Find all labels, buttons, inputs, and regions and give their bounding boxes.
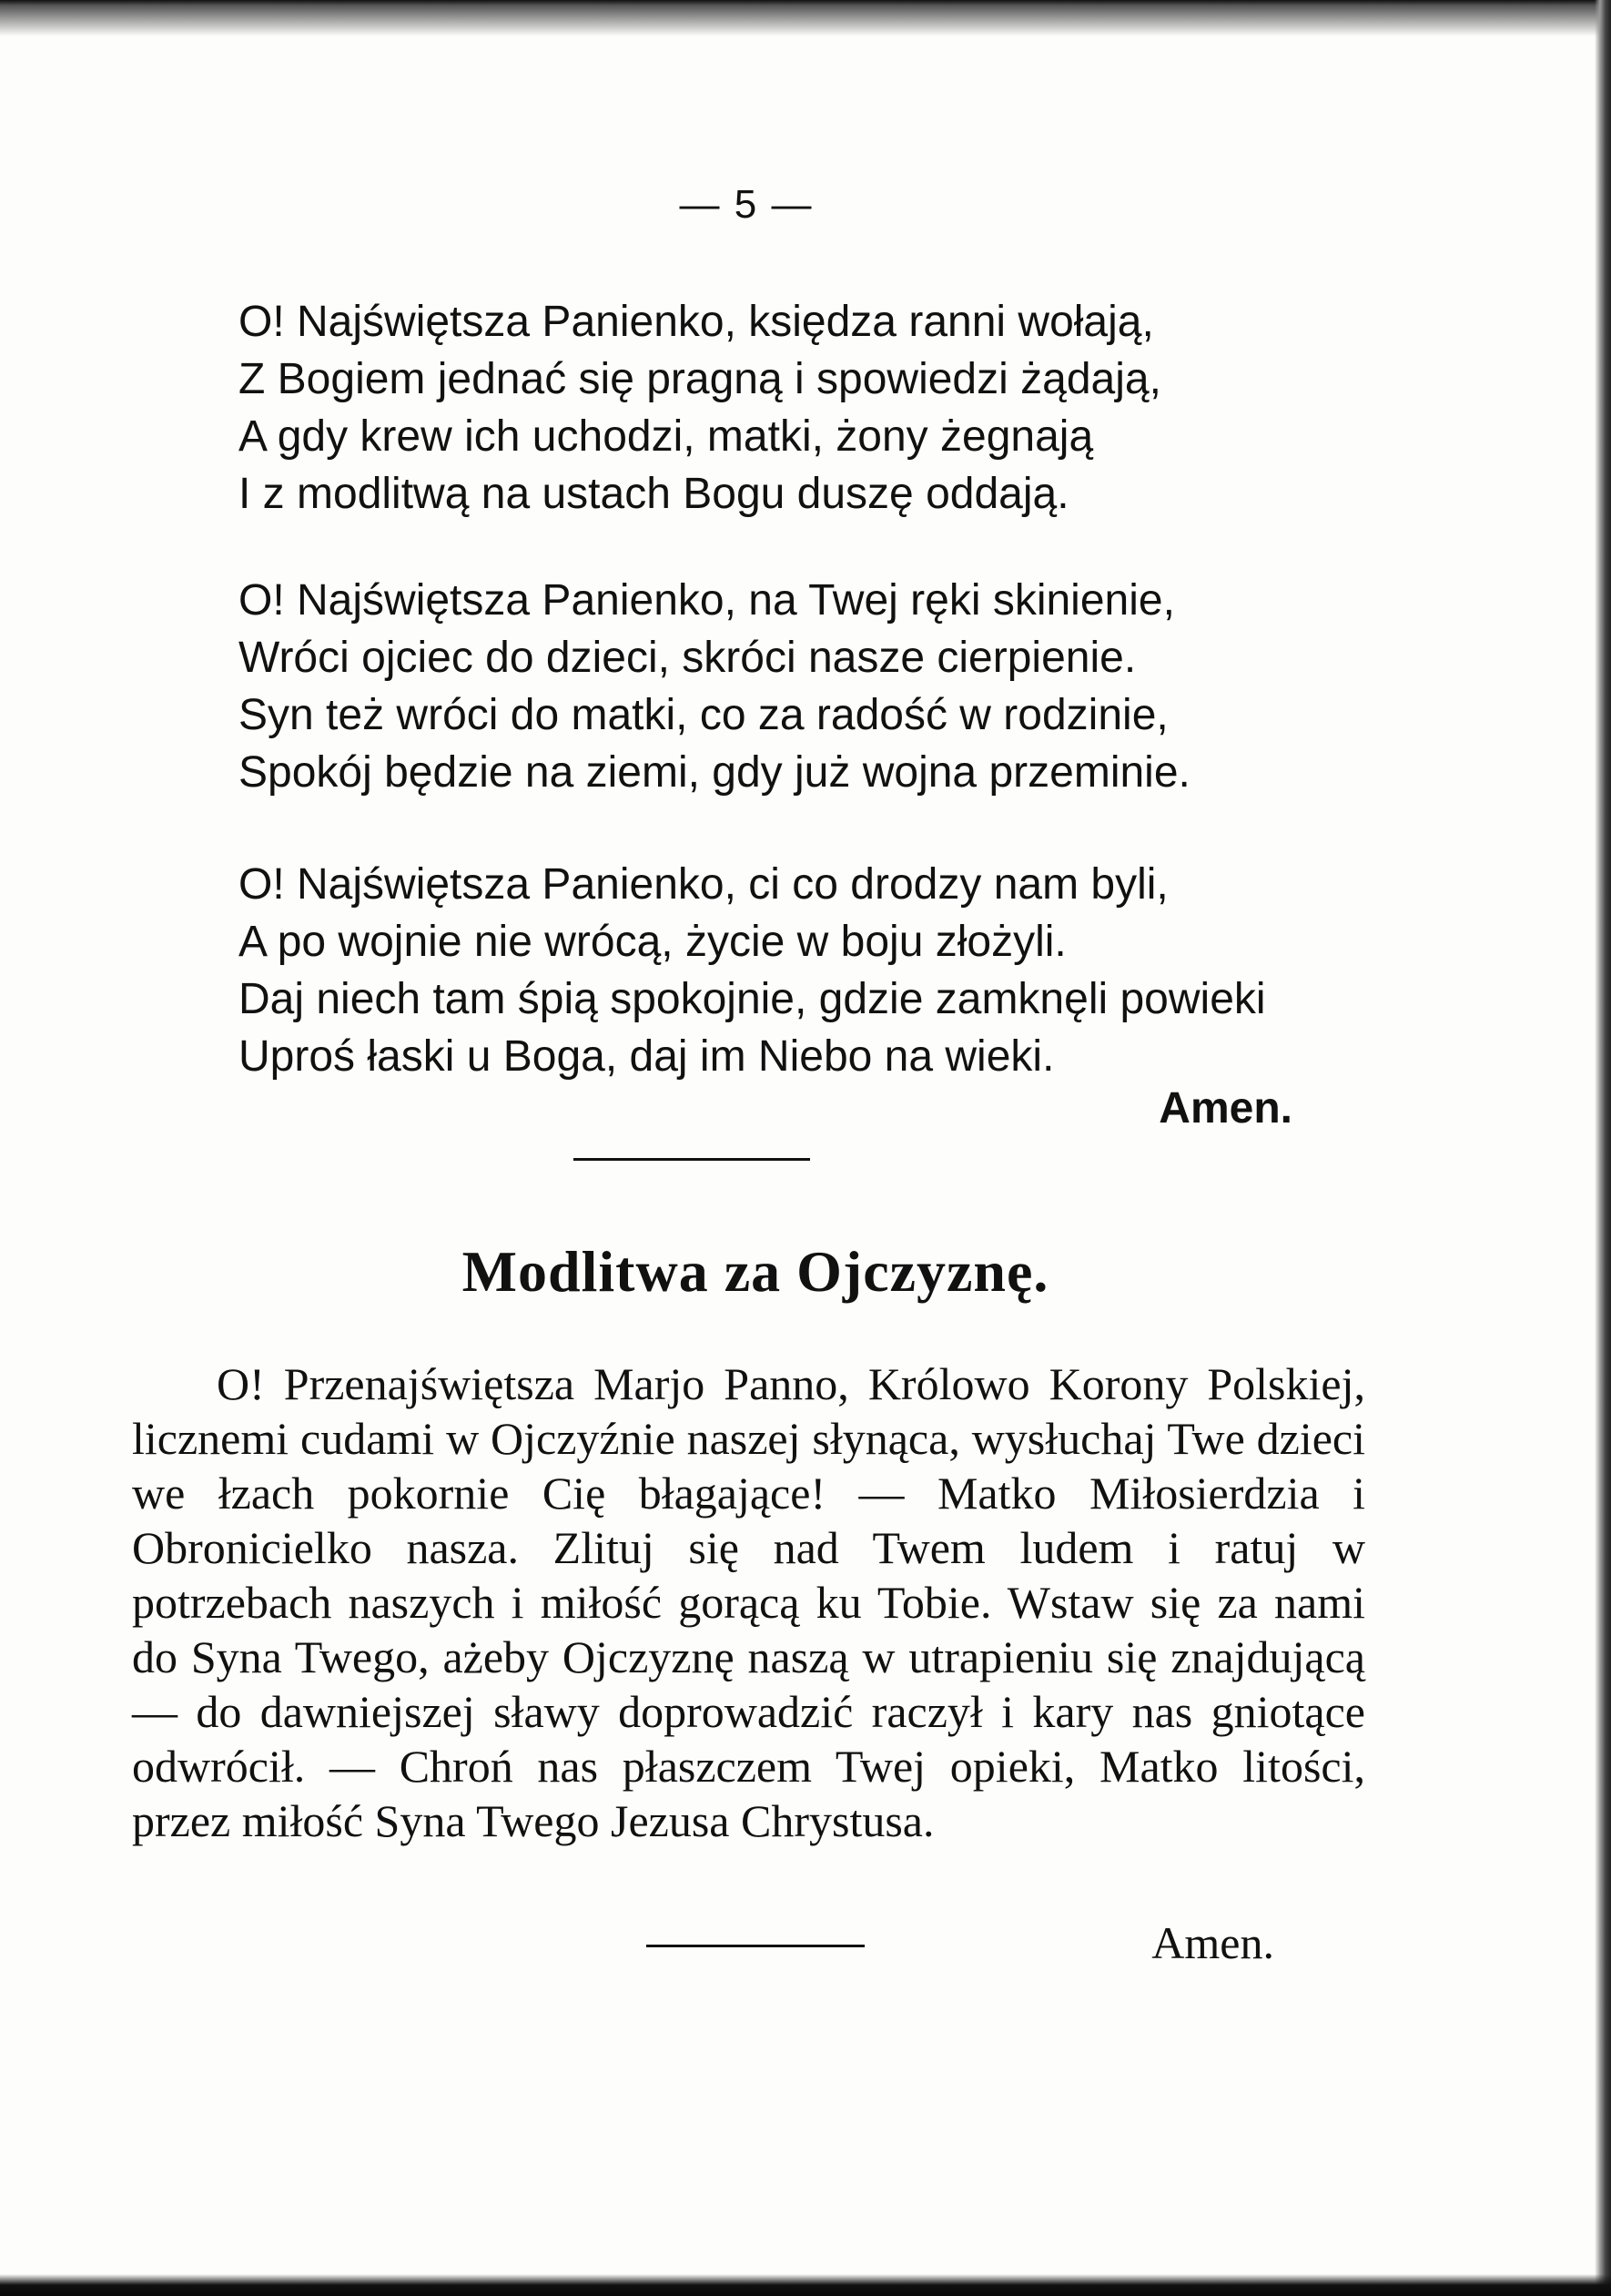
verse-1 [238,293,1422,523]
verse-line: Daj niech tam śpią spokojnie, gdzie zamknęli powieki [238,975,1266,1023]
verse-line: O! Najświętsza Panienko, ci co drodzy nam byli, [238,860,1169,909]
scan-edge-right [1595,0,1611,2296]
prayer-paragraph: O! Przenajświętsza Marjo Panno, Królowo Korony Polskiej, licznemi cudami w Ojczyźnie naszej słynąca, wysłuchaj Twe dzieci we łzach pokornie Cię błagające! — Matko Miłosierdzia i Obronicielko nasza. Zlituj się nad Twem ludem i ratuj w potrzebach naszych i miłość gorącą ku Tobie. Wstaw się za nami do Syna Twego, ażeby Ojczyznę naszą w utrapieniu się znajdującą — do dawniejszej sławy doprowadzić raczył i kary nas gniotące odwrócił. — Chroń nas płaszczem Twej opieki, Matko litości, przez miłość Syna Twego Jezusa Chrystusa. [132,1358,1365,1846]
end-divider [646,1945,865,1947]
verse-line: Syn też wróci do matki, co za radość w rodzinie, [238,691,1169,739]
verse-line: Wróci ojciec do dzieci, skróci nasze cierpienie. [238,634,1137,682]
scan-edge-bottom [0,2274,1611,2296]
verse-line: A po wojnie nie wrócą, życie w boju złożyli. [238,918,1067,966]
verse-line: Spokój będzie na ziemi, gdy już wojna przeminie. [238,748,1191,797]
page-number: — 5 — [679,182,814,227]
verse-line: Uproś łaski u Boga, daj im Niebo na wieki. [238,1032,1055,1081]
verse-line: I z modlitwą na ustach Bogu duszę oddają. [238,470,1069,518]
verse-line: Z Bogiem jednać się pragną i spowiedzi żądają, [238,355,1161,403]
amen-closing-verses: Amen. [1159,1084,1292,1133]
verse-line: O! Najświętsza Panienko, na Twej ręki skinienie, [238,576,1175,625]
amen-closing-prayer: Amen. [1151,1917,1274,1968]
prayer-heading: Modlitwa za Ojczyznę. [461,1239,1049,1304]
verse-line: A gdy krew ich uchodzi, matki, żony żegnają [238,412,1094,461]
verse-line: O! Najświętsza Panienko, księdza ranni wołają, [238,298,1154,346]
verse-2 [238,572,1422,801]
verse-3 [238,856,1422,1085]
scan-edge-top [0,0,1611,36]
section-divider [573,1158,810,1161]
